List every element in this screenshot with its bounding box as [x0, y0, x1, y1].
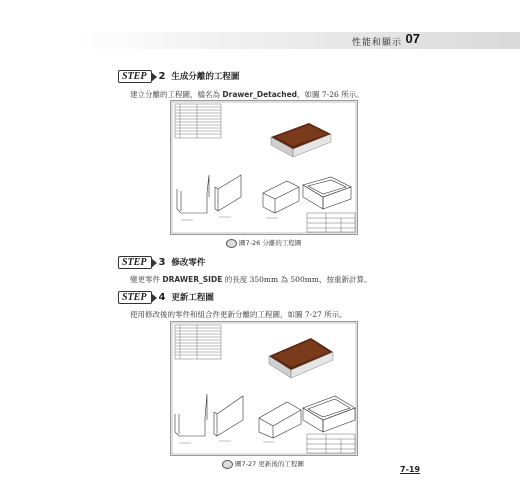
view-back-panel	[214, 396, 243, 436]
chapter-number: 07	[405, 31, 420, 46]
step-2-heading	[118, 70, 239, 83]
view-side-panel	[175, 394, 207, 436]
drawing-figure-7-26	[170, 100, 358, 235]
camera-icon	[222, 460, 233, 469]
camera-icon	[226, 239, 237, 248]
text-part: 的長度 350mm 為 500mm，按重新計算。	[222, 275, 372, 284]
bom-table	[175, 104, 221, 138]
title-block	[307, 434, 355, 453]
step-number: 4	[158, 292, 166, 303]
title-block	[307, 213, 355, 232]
step-badge: STEP	[118, 70, 152, 83]
text-part: 變更零件	[130, 275, 163, 284]
figure-label: 圖7-27	[235, 460, 257, 468]
bom-table	[175, 325, 221, 359]
view-front-panel	[263, 181, 299, 213]
text-part: 使用修改後的零件和組合件更新分離的工程圖，如圖 7-27 所示。	[130, 310, 347, 319]
drawing-sheet	[171, 101, 357, 234]
figure-caption-text: 更新後的工程圖	[258, 460, 304, 468]
iso-drawer-shaded	[269, 338, 333, 378]
figure-caption-7-27	[222, 459, 304, 469]
view-side-panel	[177, 175, 209, 213]
step-3-heading	[118, 256, 205, 269]
step-badge: STEP	[118, 291, 152, 304]
text-part: 建立分離的工程圖，檔名為	[130, 90, 223, 99]
part-name: Drawer_Detached	[222, 90, 298, 99]
view-drawer-box	[303, 177, 351, 209]
view-back-panel	[215, 175, 241, 211]
header-bar	[76, 32, 520, 49]
view-front-panel	[259, 402, 301, 438]
page-number: 7-19	[400, 465, 421, 474]
text-part: ，如圖 7-26 所示。	[297, 90, 364, 99]
step-3-text	[130, 274, 371, 285]
drawing-sheet	[171, 322, 357, 455]
figure-caption-7-26	[226, 238, 301, 248]
drawing-figure-7-27	[170, 321, 358, 456]
step-title: 更新工程圖	[171, 293, 214, 303]
step-4-text	[130, 309, 347, 320]
iso-drawer-shaded	[271, 123, 331, 157]
figure-caption-text: 分離的工程圖	[262, 239, 302, 247]
step-2-text	[130, 89, 364, 100]
step-title: 生成分離的工程圖	[171, 72, 240, 82]
step-badge: STEP	[118, 256, 152, 269]
step-number: 3	[158, 257, 166, 268]
section-title: 性能和顯示	[351, 38, 402, 48]
step-number: 2	[158, 71, 166, 82]
view-drawer-box	[303, 396, 355, 432]
step-title: 修改零件	[171, 258, 206, 268]
figure-label: 圖7-26	[239, 239, 261, 247]
step-4-heading	[118, 291, 214, 304]
part-name: DRAWER_SIDE	[162, 275, 223, 284]
